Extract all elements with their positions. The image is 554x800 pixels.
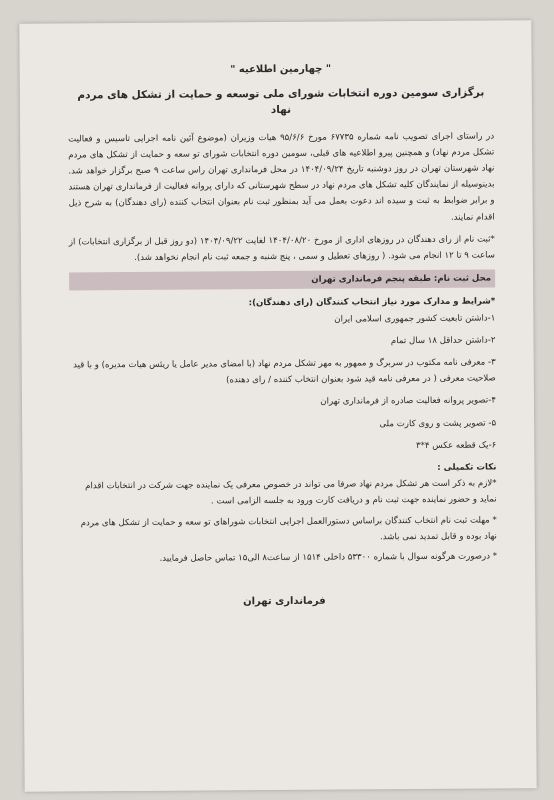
- requirement-item: ۵- تصویر پشت و روی کارت ملی: [379, 418, 497, 429]
- requirement-item: ۴-تصویر پروانه فعالیت صادره از فرمانداری تهران: [320, 395, 497, 408]
- requirement-item: ۲-داشتن حداقل ۱۸ سال تمام: [390, 335, 496, 347]
- requirements-title: *شرایط و مدارک مورد نیاز انتخاب کنندگان (رای دهندگان):: [248, 296, 496, 309]
- requirement-item: ۶-یک قطعه عکس ۴*۳: [415, 440, 497, 451]
- requirements-list: [69, 310, 496, 456]
- requirement-item: ۱-داشتن تابعیت کشور جمهوری اسلامی ایران: [334, 313, 496, 325]
- notice-content: [68, 60, 498, 611]
- notice-paper: [19, 20, 536, 792]
- notes-list: [71, 476, 498, 568]
- intro-paragraph: در راستای اجرای تصویب نامه شماره ۶۷۷۳۵ مورخ ۹۵/۶/۶ هیات وزیران (موضوع آئین نامه اجرایی تاسیس و فعالیت تشکل مردم نهاد) و همچنین پیرو اطلاعیه های قبلی، سومین دوره انتخابات شورای تو سعه و حمایت از تشکل های مردم نهاد شهرستان تهران در روز دوشنبه تاریخ ۱۴۰۴/۰۹/۲۴ در محل فرمانداری تهران راس ساعت ۹ صبح برگزار خواهد شد. بدینوسیله از نمایندگان کلیه تشکل های مردم نهاد در سطح شهرستانی که دارای پروانه فعالیت از فرمانداری تهران هستند و برابر ضوابط به ثبت و سیده اند دعوت بعمل می آید بمنظور ثبت نام بعنوان انتخاب کننده (رای دهندگان) به شرح ذیل اقدام نمایند.: [68, 131, 495, 223]
- requirement-item: ۳- معرفی نامه مکتوب در سربرگ و ممهور به مهر تشکل مردم نهاد (با امضای مدیر عامل یا ریئس هیات مدیره) و با قید صلاحیت معرفی ( در معرفی نامه قید شود بعنوان انتخاب کننده / رای دهنده): [73, 357, 496, 386]
- notes-title: نکات تکمیلی :: [437, 462, 497, 473]
- notice-headline: برگزاری سومین دوره انتخابات شورای ملی توسعه و حمایت از تشکل های مردم نهاد: [77, 86, 485, 117]
- signature: فرمانداری تهران: [243, 595, 326, 608]
- note-item: * درصورت هرگونه سوال با شماره ۵۳۳۰۰ داخلی ۱۵۱۴ از ساعت۸ الی۱۵ تماس حاصل فرمایید.: [159, 551, 498, 564]
- note-item: * مهلت ثبت نام انتخاب کنندگان براساس دستورالعمل اجرایی انتخابات شوراهای تو سعه و حمایت از تشکل های مردم نهاد بوده و قابل تمدید نمی باشد.: [80, 515, 497, 543]
- notice-number: " چهارمین اطلاعیه ": [230, 63, 332, 76]
- registration-paragraph: *ثبت نام از رای دهندگان در روزهای اداری از مورخ ۱۴۰۴/۰۸/۲۰ لغایت ۱۴۰۴/۰۹/۲۲ (دو روز قبل از برگزاری انتخابات) از ساعت ۹ تا ۱۲ انجام می شود. ( روزهای تعطیل و سمی ، پنج شنبه و جمعه ثبت نام انجام نخواهد شد).: [68, 234, 495, 264]
- note-item: *لازم به ذکر است هر تشکل مردم نهاد صرفا می تواند در خصوص معرفی یک نماینده جهت شرکت در انتخابات اقدام نماید و حضور نماینده جهت ثبت نام و دریافت کارت ورود به جلسه الزامی است .: [85, 478, 497, 507]
- registration-location: محل ثبت نام: طبقه پنجم فرمانداری تهران: [69, 270, 495, 291]
